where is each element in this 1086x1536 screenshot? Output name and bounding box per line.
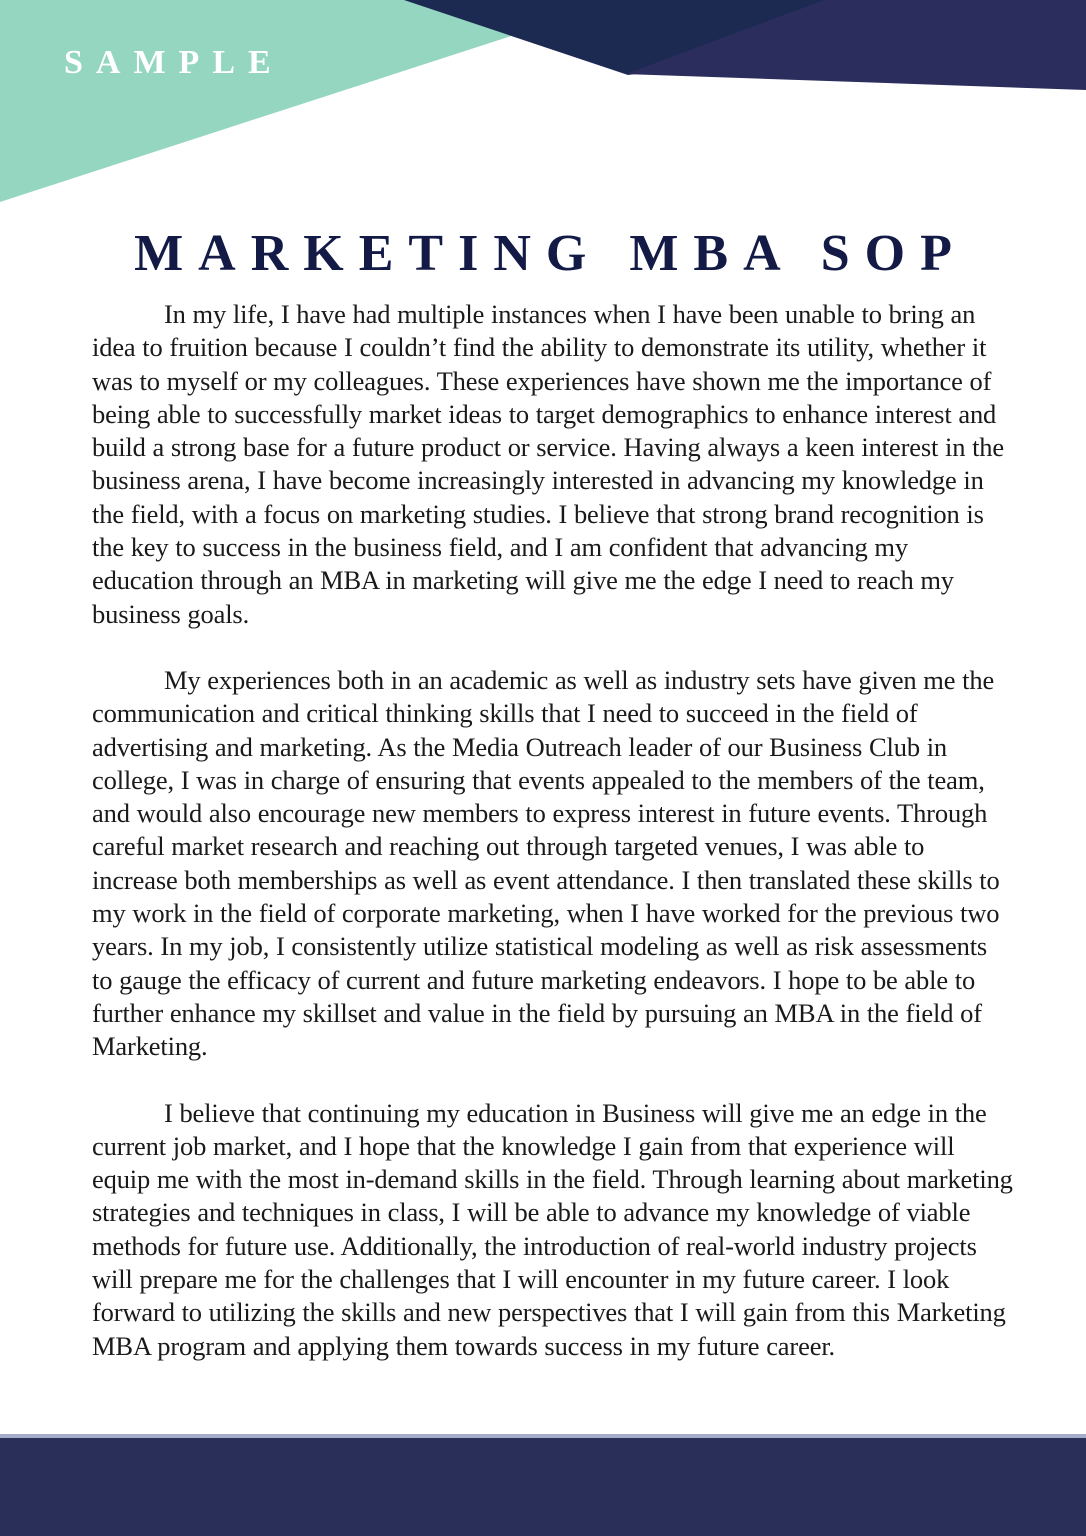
page-title: MARKETING MBA SOP: [134, 224, 967, 282]
body-paragraph: In my life, I have had multiple instances when I have been unable to bring an idea to fruition because I couldn’t find the ability to demonstrate its utility, whether it was to myself or my colleagues. These experiences have shown me the importance of being able to successfully market ideas to target demographics to enhance interest and build a strong base for a future product or service. Having always a keen interest in the business arena, I have become increasingly interested in advancing my knowledge in the field, with a focus on marketing studies. I believe that strong brand recognition is the key to success in the business field, and I am confident that advancing my education through an MBA in marketing will give me the edge I need to reach my business goals.: [92, 299, 1005, 629]
sample-label: SAMPLE: [64, 44, 284, 81]
header-decoration: [0, 0, 1086, 210]
body-paragraph: My experiences both in an academic as well as industry sets have given me the communication and critical thinking skills that I need to succeed in the field of advertising and marketing. As the Media Outreach leader of our Business Club in college, I was in charge of ensuring that events appealed to the members of the team, and would also encourage new members to express interest in future events. Through careful market research and reaching out through targeted venues, I was able to increase both memberships as well as event attendance. I then translated these skills to my work in the field of corporate marketing, when I have worked for the previous two years. In my job, I consistently utilize statistical modeling as well as risk assessments to gauge the efficacy of current and future marketing endeavors. I hope to be able to further enhance my skillset and value in the field by pursuing an MBA in the field of Marketing.: [92, 664, 1000, 1062]
body-paragraph: I believe that continuing my education in Business will give me an edge in the current job market, and I hope that the knowledge I gain from that experience will equip me with the most in-demand skills in the field. Through learning about marketing strategies and techniques in class, I will be able to advance my knowledge of viable methods for future use. Additionally, the introduction of real-world industry projects will prepare me for the challenges that I will encounter in my future career. I look forward to utilizing the skills and new perspectives that I will gain from this Marketing MBA program and applying them towards success in my future career.: [92, 1097, 1013, 1361]
footer-bar: [0, 1438, 1086, 1536]
document-body: [92, 298, 1014, 1363]
